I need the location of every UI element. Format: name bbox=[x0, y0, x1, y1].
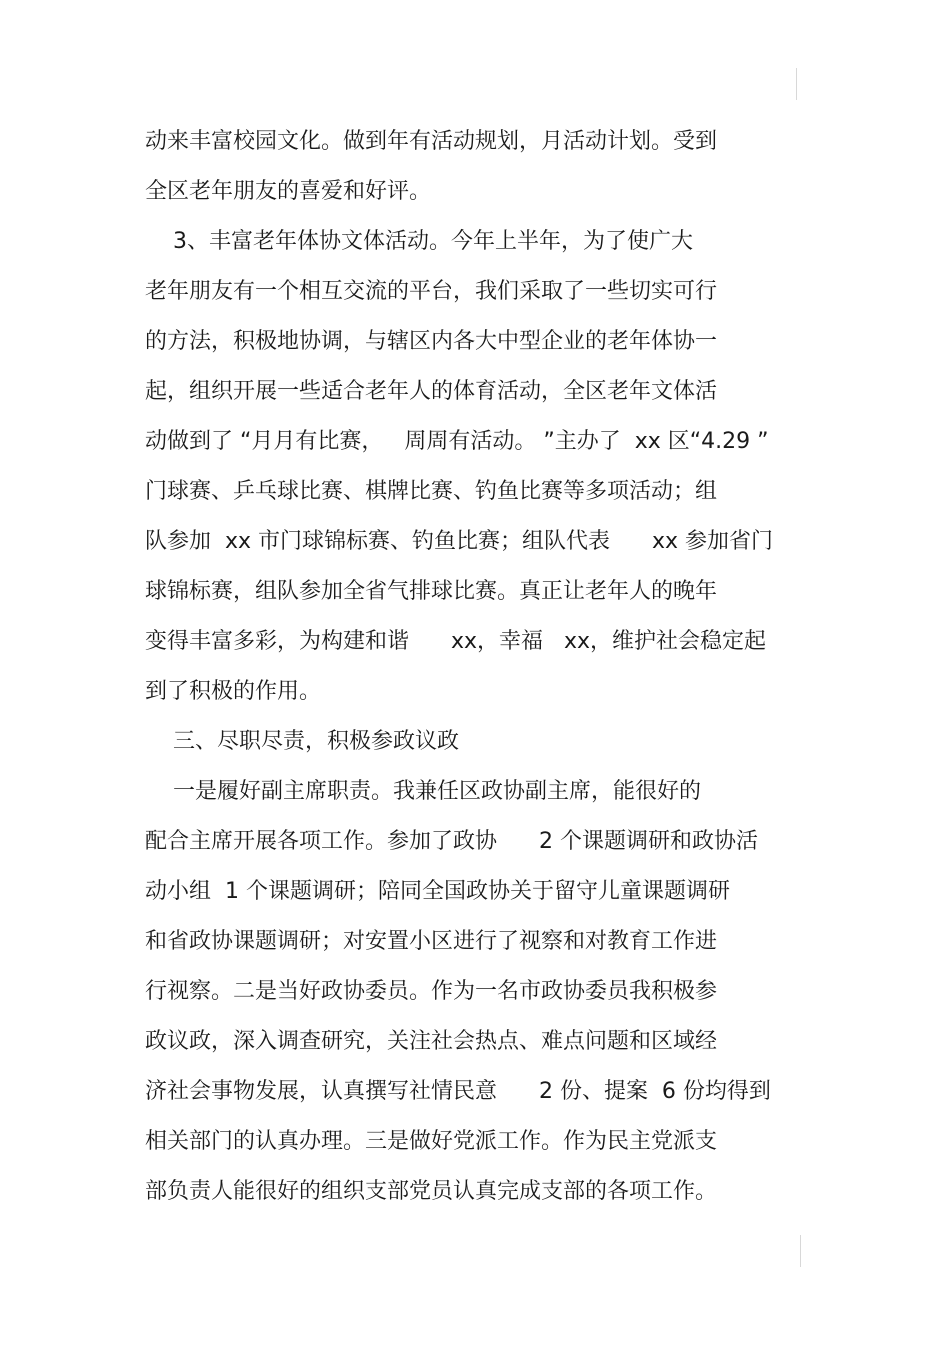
text-line: 变得丰富多彩，为构建和谐 xx，幸福 xx，维护社会稳定起 bbox=[145, 629, 767, 654]
text-line: 队参加 xx 市门球锦标赛、钓鱼比赛；组队代表 xx 参加省门 bbox=[145, 529, 774, 554]
text-line: 门球赛、乒乓球比赛、棋牌比赛、钓鱼比赛等多项活动；组 bbox=[145, 479, 718, 504]
text-line: 动做到了 “月月有比赛， 周周有活动。 ”主办了 xx 区“4.29 ” bbox=[145, 429, 769, 454]
text-line: 一是履好副主席职责。我兼任区政协副主席，能很好的 bbox=[145, 779, 701, 804]
text-line: 行视察。二是当好政协委员。作为一名市政协委员我积极参 bbox=[145, 979, 718, 1004]
text-line: 动小组 1 个课题调研；陪同全国政协关于留守儿童课题调研 bbox=[145, 879, 730, 904]
text-line: 动来丰富校园文化。做到年有活动规划，月活动计划。受到 bbox=[145, 129, 718, 154]
text-line: 相关部门的认真办理。三是做好党派工作。作为民主党派支 bbox=[145, 1129, 718, 1154]
text-line: 老年朋友有一个相互交流的平台，我们采取了一些切实可行 bbox=[145, 279, 718, 304]
text-line: 到了积极的作用。 bbox=[145, 679, 322, 704]
text-line: 3、丰富老年体协文体活动。今年上半年，为了使广大 bbox=[145, 229, 693, 254]
top-margin-mark bbox=[796, 68, 797, 100]
text-line: 全区老年朋友的喜爱和好评。 bbox=[145, 179, 432, 204]
text-line: 政议政，深入调查研究，关注社会热点、难点问题和区域经 bbox=[145, 1029, 718, 1054]
text-line: 济社会事物发展，认真撰写社情民意 2 份、提案 6 份均得到 bbox=[145, 1079, 771, 1104]
text-line: 的方法，积极地协调，与辖区内各大中型企业的老年体协一 bbox=[145, 329, 718, 354]
section-heading: 三、尽职尽责，积极参政议政 bbox=[145, 729, 459, 754]
text-line: 和省政协课题调研；对安置小区进行了视察和对教育工作进 bbox=[145, 929, 718, 954]
text-line: 起，组织开展一些适合老年人的体育活动，全区老年文体活 bbox=[145, 379, 718, 404]
text-line: 球锦标赛，组队参加全省气排球比赛。真正让老年人的晚年 bbox=[145, 579, 718, 604]
bottom-margin-mark bbox=[800, 1235, 801, 1267]
text-line: 配合主席开展各项工作。参加了政协 2 个课题调研和政协活 bbox=[145, 829, 758, 854]
text-line: 部负责人能很好的组织支部党员认真完成支部的各项工作。 bbox=[145, 1179, 718, 1204]
